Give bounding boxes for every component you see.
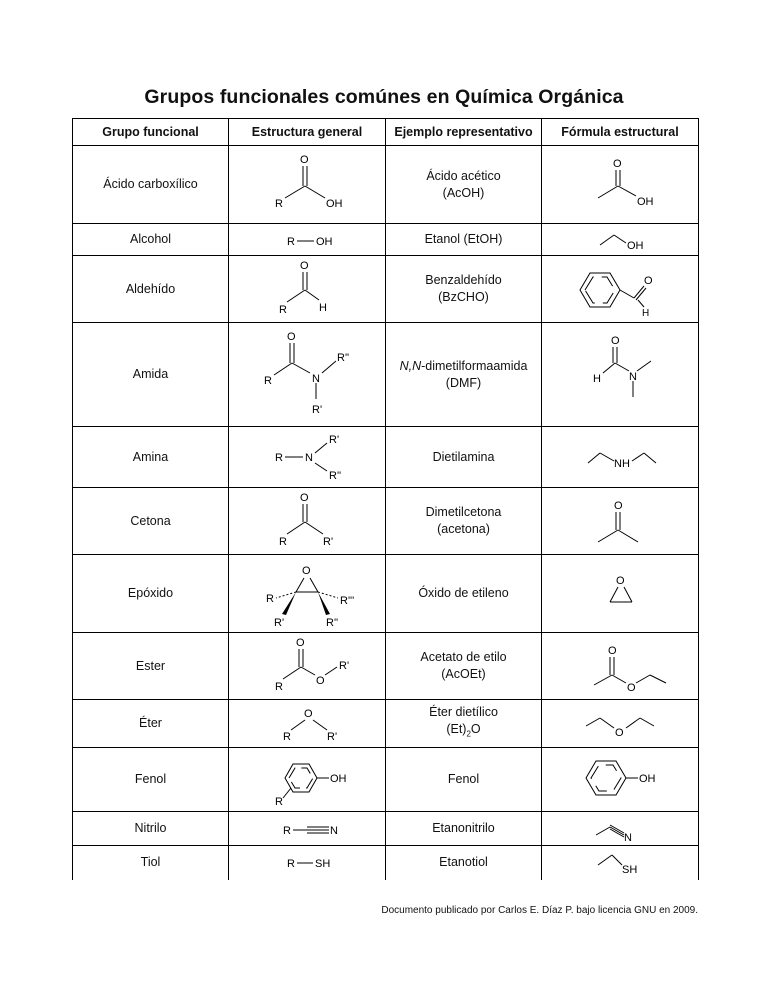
atom-label: R [279,304,287,316]
table-row [73,812,699,846]
general-structure [229,748,386,812]
structural-formula [542,427,699,488]
general-structure [229,846,386,880]
thiol-structure [247,849,367,877]
atom-label: OH [639,772,656,785]
atom-label: R [279,536,287,548]
ether-structure [247,702,367,746]
group-name: Aldehído [73,256,229,323]
atom-label: H [319,302,327,314]
structural-formula [542,700,699,748]
atom-label: O [300,153,309,166]
table-row [73,224,699,256]
general-structure [229,224,386,256]
atom-label: R [287,857,295,870]
example-name: Benzaldehído [425,273,502,287]
table-row [73,488,699,555]
atom-label: R' [274,616,285,629]
example-name: Acetato de etilo [420,650,507,664]
structural-formula [542,846,699,880]
atom-label: N [330,824,338,837]
atom-label: O [613,157,622,170]
example-cell [386,323,542,427]
acetonitrile-formula [560,815,680,843]
atom-label: R [283,824,291,837]
header-formula-estructural: Fórmula estructural [542,119,699,146]
atom-label: O [304,707,313,720]
example-name: Etanotiol [439,855,488,870]
group-name: Éter [73,700,229,748]
group-name: Epóxido [73,555,229,633]
atom-label: O [611,334,620,347]
ethyl-acetate-formula [560,635,680,697]
atom-label: O [614,500,623,512]
group-name: Amida [73,323,229,427]
atom-label: SH [315,857,331,870]
example-cell [386,146,542,224]
atom-label: N [305,452,313,464]
atom-label: R [287,235,295,248]
header-estructura-general: Estructura general [229,119,386,146]
example-name: Etanol (EtOH) [424,232,503,246]
ethanol-formula [560,227,680,253]
example-name: Ácido acético [426,168,501,183]
atom-label: OH [316,235,333,248]
general-structure [229,555,386,633]
atom-label: O [300,260,309,272]
atom-label: O [302,564,311,577]
group-name: Ácido carboxílico [73,146,229,224]
example-abbrev: (DMF) [445,375,482,390]
structural-formula [542,323,699,427]
dmf-formula [555,327,685,423]
atom-label: O [615,726,624,739]
general-structure [229,488,386,555]
atom-label: R' [339,660,350,672]
structural-formula [542,224,699,256]
atom-label: H [593,372,601,385]
atom-label: R' [327,730,338,743]
example-cell [386,846,542,880]
functional-groups-table [72,118,699,880]
table-header-row [73,119,699,146]
general-structure [229,256,386,323]
atom-label: H [642,308,650,319]
table-row [73,846,699,880]
structural-formula [542,812,699,846]
alcohol-structure [247,227,367,253]
example-cell [386,224,542,256]
example-name: N,N-dimetilformaamida [399,358,528,373]
example-abbrev: (acetona) [437,522,490,536]
ester-structure [247,635,367,697]
header-grupo-funcional: Grupo funcional [73,119,229,146]
atom-label: O [287,330,296,343]
table-row [73,146,699,224]
structural-formula [542,633,699,700]
atom-label: R' [312,403,323,416]
atom-label: OH [326,197,343,210]
table-row [73,555,699,633]
group-name: Fenol [73,748,229,812]
example-name: Dietilamina [432,449,495,464]
phenol-structure [247,750,367,810]
atom-label: N [629,370,637,383]
group-name: Ester [73,633,229,700]
table-row [73,633,699,700]
general-structure [229,323,386,427]
atom-label: R [283,730,291,743]
example-name: Fenol [447,772,480,786]
atom-label: R [275,197,283,210]
structural-formula [542,488,699,555]
atom-label: O [644,275,653,287]
ketone-structure [247,490,367,552]
atom-label: R' [329,434,340,446]
general-structure [229,427,386,488]
example-abbrev: (AcOH) [442,185,485,200]
general-structure [229,812,386,846]
atom-label: NH [614,458,630,470]
example-cell [386,633,542,700]
ethylene-oxide-formula [560,564,680,624]
ethanethiol-formula [560,849,680,877]
atom-label: R [275,452,283,464]
example-abbrev: (AcOEt) [441,667,486,681]
group-name: Alcohol [73,224,229,256]
atom-label: R [266,592,274,605]
acetone-formula [560,490,680,552]
diethyl-ether-formula [560,702,680,746]
table-row [73,748,699,812]
example-cell [386,256,542,323]
example-name: Dimetilcetona [425,505,502,519]
carboxylic-acid-structure [247,150,367,220]
table-row [73,700,699,748]
example-formula: $(Et)_2O$ [446,722,481,739]
atom-label: SH [622,863,638,876]
atom-label: N [312,372,320,385]
aldehyde-structure [247,258,367,320]
atom-label: O [300,492,309,504]
diethylamine-formula [560,429,680,485]
example-abbrev: (BzCHO) [438,290,489,304]
group-name: Cetona [73,488,229,555]
atom-label: O [296,637,305,649]
atom-label: R''' [340,594,355,607]
benzaldehyde-formula [560,258,680,320]
atom-label: R [264,374,272,387]
atom-label: R [275,795,283,808]
atom-label: O [316,675,325,687]
atom-label: N [624,831,632,843]
amine-structure [247,429,367,485]
example-cell [386,700,542,748]
amide-structure [242,327,372,423]
atom-label: R'' [337,351,350,364]
atom-label: OH [627,239,644,252]
nitrile-structure [247,815,367,843]
atom-label: R' [323,536,334,548]
footer-note: Documento publicado por Carlos E. Díaz P. bajo licencia GNU en 2009. [381,905,698,916]
table-row [73,427,699,488]
general-structure [229,633,386,700]
general-structure [229,146,386,224]
atom-label: OH [637,195,654,208]
example-cell [386,488,542,555]
example-name: Óxido de etileno [418,586,509,600]
atom-label: R'' [326,616,339,629]
group-name: Nitrilo [73,812,229,846]
atom-label: OH [330,772,347,785]
page-title: Grupos funcionales comúnes en Química Orgánica [144,86,624,108]
structural-formula [542,555,699,633]
phenol-formula [560,750,680,810]
general-structure [229,700,386,748]
atom-label: R [275,681,283,693]
example-cell [386,555,542,633]
example-cell [386,748,542,812]
acetic-acid-formula [560,150,680,220]
example-name: Etanonitrilo [432,821,495,835]
table-row [73,256,699,323]
group-name: Amina [73,427,229,488]
group-name: Tiol [73,846,229,880]
header-ejemplo-representativo: Ejemplo representativo [386,119,542,146]
atom-label: O [616,574,625,587]
atom-label: O [608,645,617,657]
structural-formula [542,256,699,323]
example-name: Éter dietílico [429,705,498,720]
example-cell [386,427,542,488]
atom-label: R'' [329,470,342,482]
table-row [73,323,699,427]
epoxide-structure [242,558,372,630]
structural-formula [542,146,699,224]
atom-label: O [627,682,636,694]
example-cell [386,812,542,846]
example-italic-prefix: N,N [399,358,422,373]
structural-formula [542,748,699,812]
